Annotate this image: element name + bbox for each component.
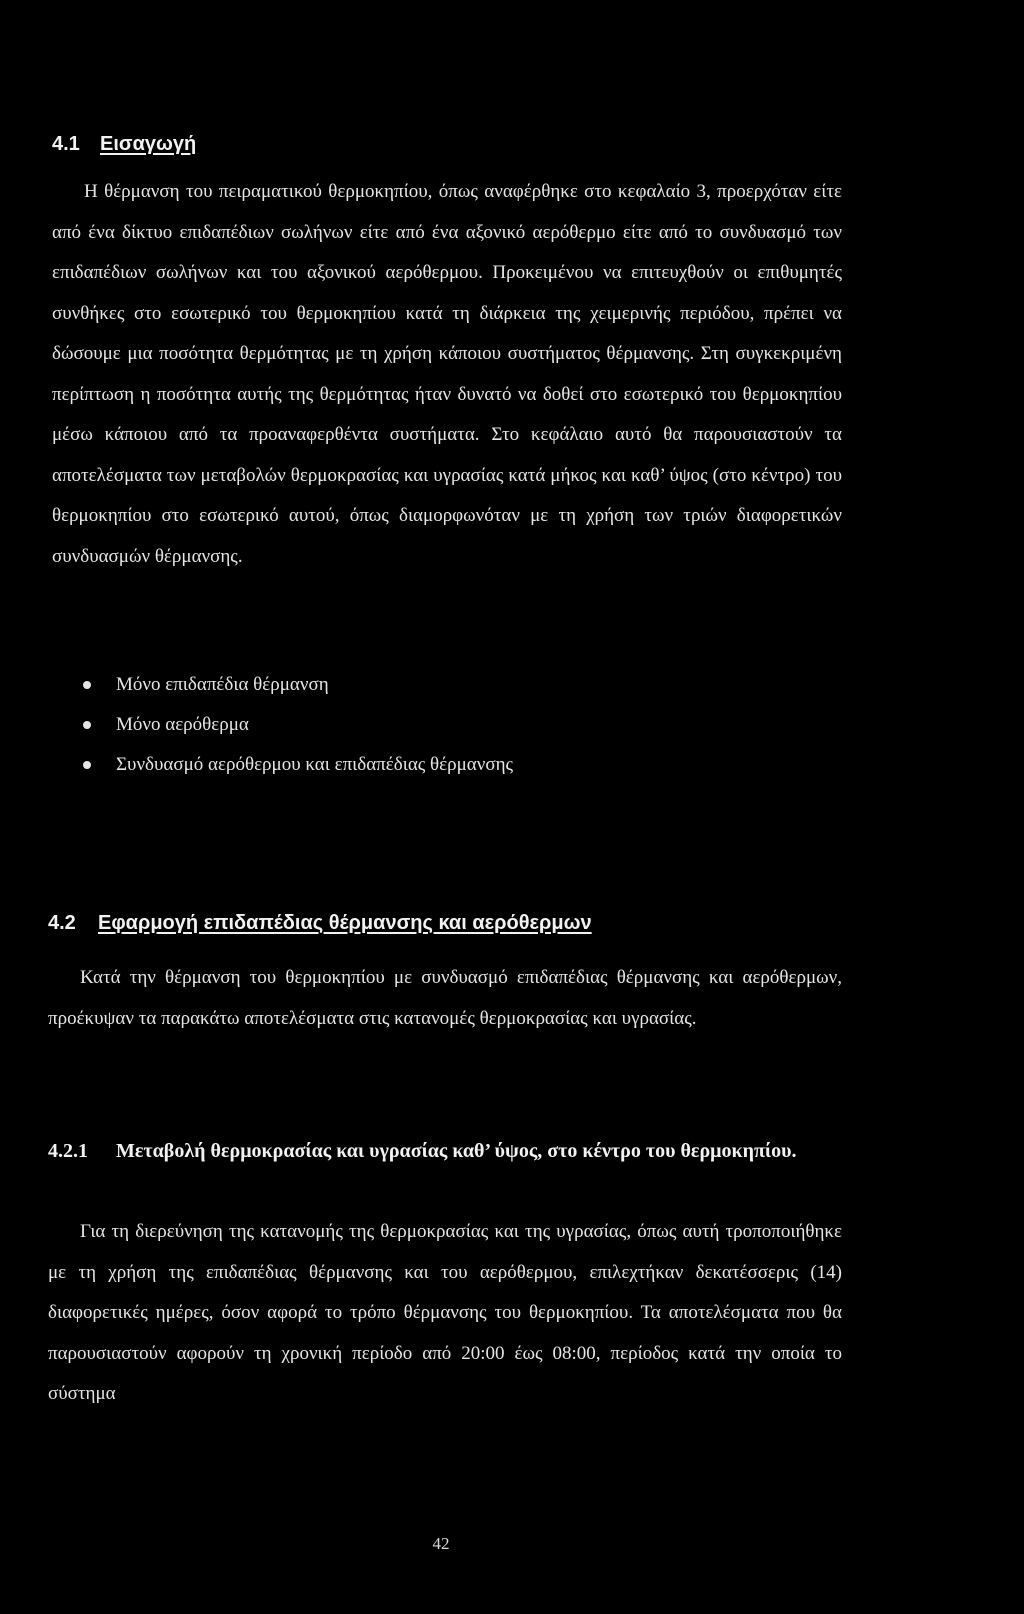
section-title: Εισαγωγή	[100, 133, 197, 155]
list-item-text: Μόνο επιδαπέδια θέρμανση	[116, 674, 329, 695]
section-4-1-heading	[52, 133, 196, 156]
heating-modes-list	[78, 665, 513, 785]
page-number: 42	[432, 1534, 450, 1553]
intro-paragraph-text: Η θέρμανση του πειραματικού θερμοκηπίου, όπως αναφέρθηκε στο κεφαλαίο 3, προερχόταν είτε από ένα δίκτυο επιδαπέδιων σωλήνων είτε από ένα αξονικό αερόθερμο είτε από το συνδυασμό των επιδαπέδιων σωλήνων και του αξονικού αερόθερμου. Προκειμένου να επιτευχθούν οι επιθυμητές συνθήκες στο εσωτερικό του θερμοκηπίου κατά τη διάρκεια της χειμερινής περιόδου, πρέπει να δώσουμε μια ποσότητα θερμότητας με τη χρήση κάποιου συστήματος θέρμανσης. Στη συγκεκριμένη περίπτωση η ποσότητα αυτής της θερμότητας ήταν δυνατό να δοθεί στο εσωτερικό του θερμοκηπίου μέσω κάποιου από τα προαναφερθέντα συστήματα. Στο κεφάλαιο αυτό θα παρουσιαστούν τα αποτελέσματα των μεταβολών θερμοκρασίας και υγρασίας κατά μήκος και καθ’ ύψος (στο κέντρο) του θερμοκηπίου στο εσωτερικό αυτού, όπως διαμορφωνόταν με τη χρήση των τριών διαφορετικών συνδυασμών θέρμανσης.	[52, 181, 842, 567]
section-number: 4.1	[52, 133, 80, 155]
section-number: 4.2.1	[48, 1140, 88, 1162]
section-4-2-paragraph	[48, 958, 842, 1039]
list-item-text: Μόνο αερόθερμα	[116, 714, 249, 735]
section-title: Εφαρμογή επιδαπέδιας θέρμανσης και αερόθερμων	[98, 912, 592, 934]
intro-paragraph	[52, 172, 842, 577]
list-item	[78, 665, 513, 705]
section-4-2-paragraph-text: Κατά την θέρμανση του θερμοκηπίου με συνδυασμό επιδαπέδιας θέρμανσης και αερόθερμων, προέκυψαν τα παρακάτω αποτελέσματα στις κατανομές θερμοκρασίας και υγρασίας.	[48, 967, 842, 1029]
section-4-2-1-heading	[48, 1138, 808, 1165]
bullet-icon	[83, 681, 91, 689]
section-title: Μεταβολή θερμοκρασίας και υγρασίας καθ’ ύψος, στο κέντρο του θερμοκηπίου.	[116, 1140, 797, 1162]
section-number: 4.2	[48, 912, 76, 934]
section-4-2-heading	[48, 912, 592, 935]
bullet-icon	[83, 761, 91, 769]
list-item	[78, 705, 513, 745]
section-4-2-1-paragraph-text: Για τη διερεύνηση της κατανομής της θερμοκρασίας και της υγρασίας, όπως αυτή τροποποιήθηκε με τη χρήση της επιδαπέδιας θέρμανσης και του αερόθερμου, επιλεχτήκαν δεκατέσσερις (14) διαφορετικές ημέρες, όσον αφορά το τρόπο θέρμανσης του θερμοκηπίου. Τα αποτελέσματα που θα παρουσιαστούν αφορούν τη χρονική περίοδο από 20:00 έως 08:00, περίοδος κατά την οποία το σύστημα	[48, 1221, 842, 1404]
list-item-text: Συνδυασμό αερόθερμου και επιδαπέδιας θέρμανσης	[116, 754, 514, 775]
bullet-icon	[83, 721, 91, 729]
section-4-2-1-paragraph	[48, 1212, 842, 1415]
list-item	[78, 745, 513, 785]
